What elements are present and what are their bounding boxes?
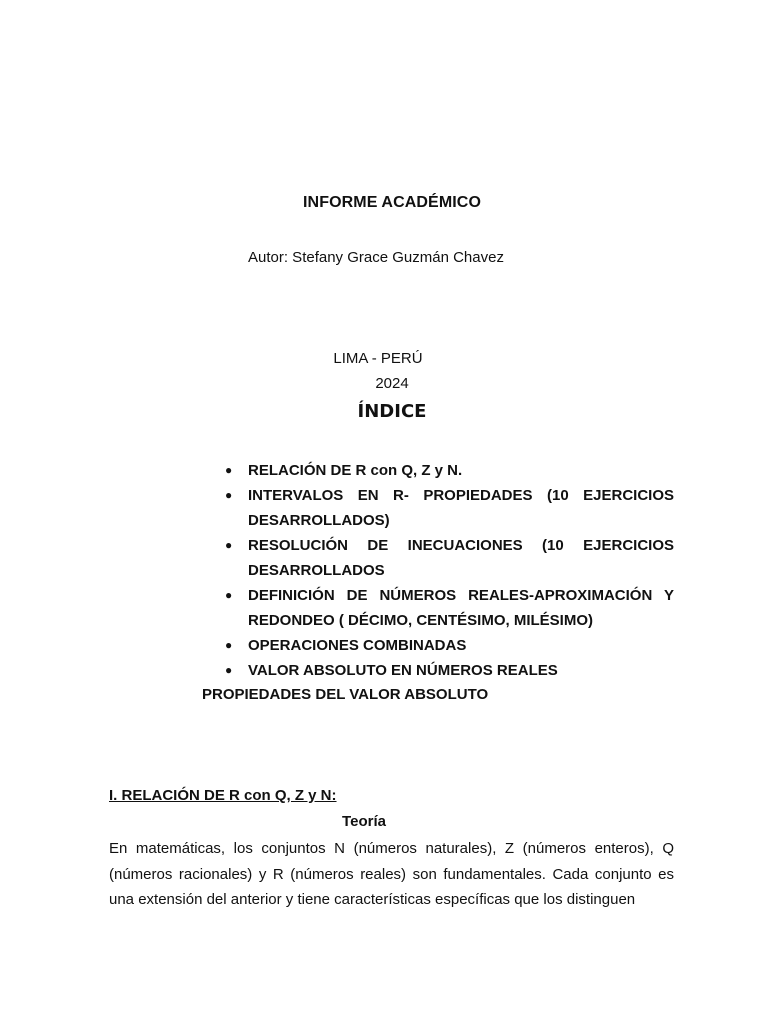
- index-item: [222, 483, 674, 533]
- index-heading: ÍNDICE: [357, 401, 427, 422]
- index-item-label: RELACIÓN DE R con Q, Z y N.: [248, 462, 463, 479]
- index-extra-heading: PROPIEDADES DEL VALOR ABSOLUTO: [202, 686, 489, 703]
- bullet-icon: ●: [225, 663, 233, 677]
- index-item: [222, 533, 674, 583]
- index-item-label: VALOR ABSOLUTO EN NÚMEROS REALES: [248, 662, 558, 679]
- index-item-label: OPERACIONES COMBINADAS: [248, 637, 467, 654]
- section-paragraph: En matemáticas, los conjuntos N (números naturales), Z (números enteros), Q (números racionales) y R (números reales) son fundamentales. Cada conjunto es una extensión del anterior y tiene características específicas que los distinguen: [109, 840, 674, 908]
- index-item-label: INTERVALOS EN R- PROPIEDADES (10 EJERCICIOS DESARROLLADOS): [248, 487, 674, 529]
- index-item: [222, 658, 674, 683]
- author-line: Autor: Stefany Grace Guzmán Chavez: [248, 249, 504, 266]
- year-line: 2024: [375, 375, 409, 392]
- index-item-label: DEFINICIÓN DE NÚMEROS REALES-APROXIMACIÓN Y REDONDEO ( DÉCIMO, CENTÉSIMO, MILÉSIMO): [248, 587, 674, 629]
- bullet-icon: ●: [225, 538, 233, 552]
- bullet-icon: ●: [225, 488, 233, 502]
- index-list: [222, 458, 674, 683]
- section-subtitle: Teoría: [342, 813, 386, 830]
- bullet-icon: ●: [225, 638, 233, 652]
- bullet-icon: ●: [225, 588, 233, 602]
- index-item: [222, 458, 674, 483]
- city-line: LIMA - PERÚ: [333, 350, 423, 367]
- section-title: I. RELACIÓN DE R con Q, Z y N:: [109, 787, 337, 804]
- index-item: [222, 633, 674, 658]
- bullet-icon: ●: [225, 463, 233, 477]
- index-item-label: RESOLUCIÓN DE INECUACIONES (10 EJERCICIOS DESARROLLADOS: [248, 537, 674, 579]
- document-title: INFORME ACADÉMICO: [303, 194, 481, 211]
- index-item: [222, 583, 674, 633]
